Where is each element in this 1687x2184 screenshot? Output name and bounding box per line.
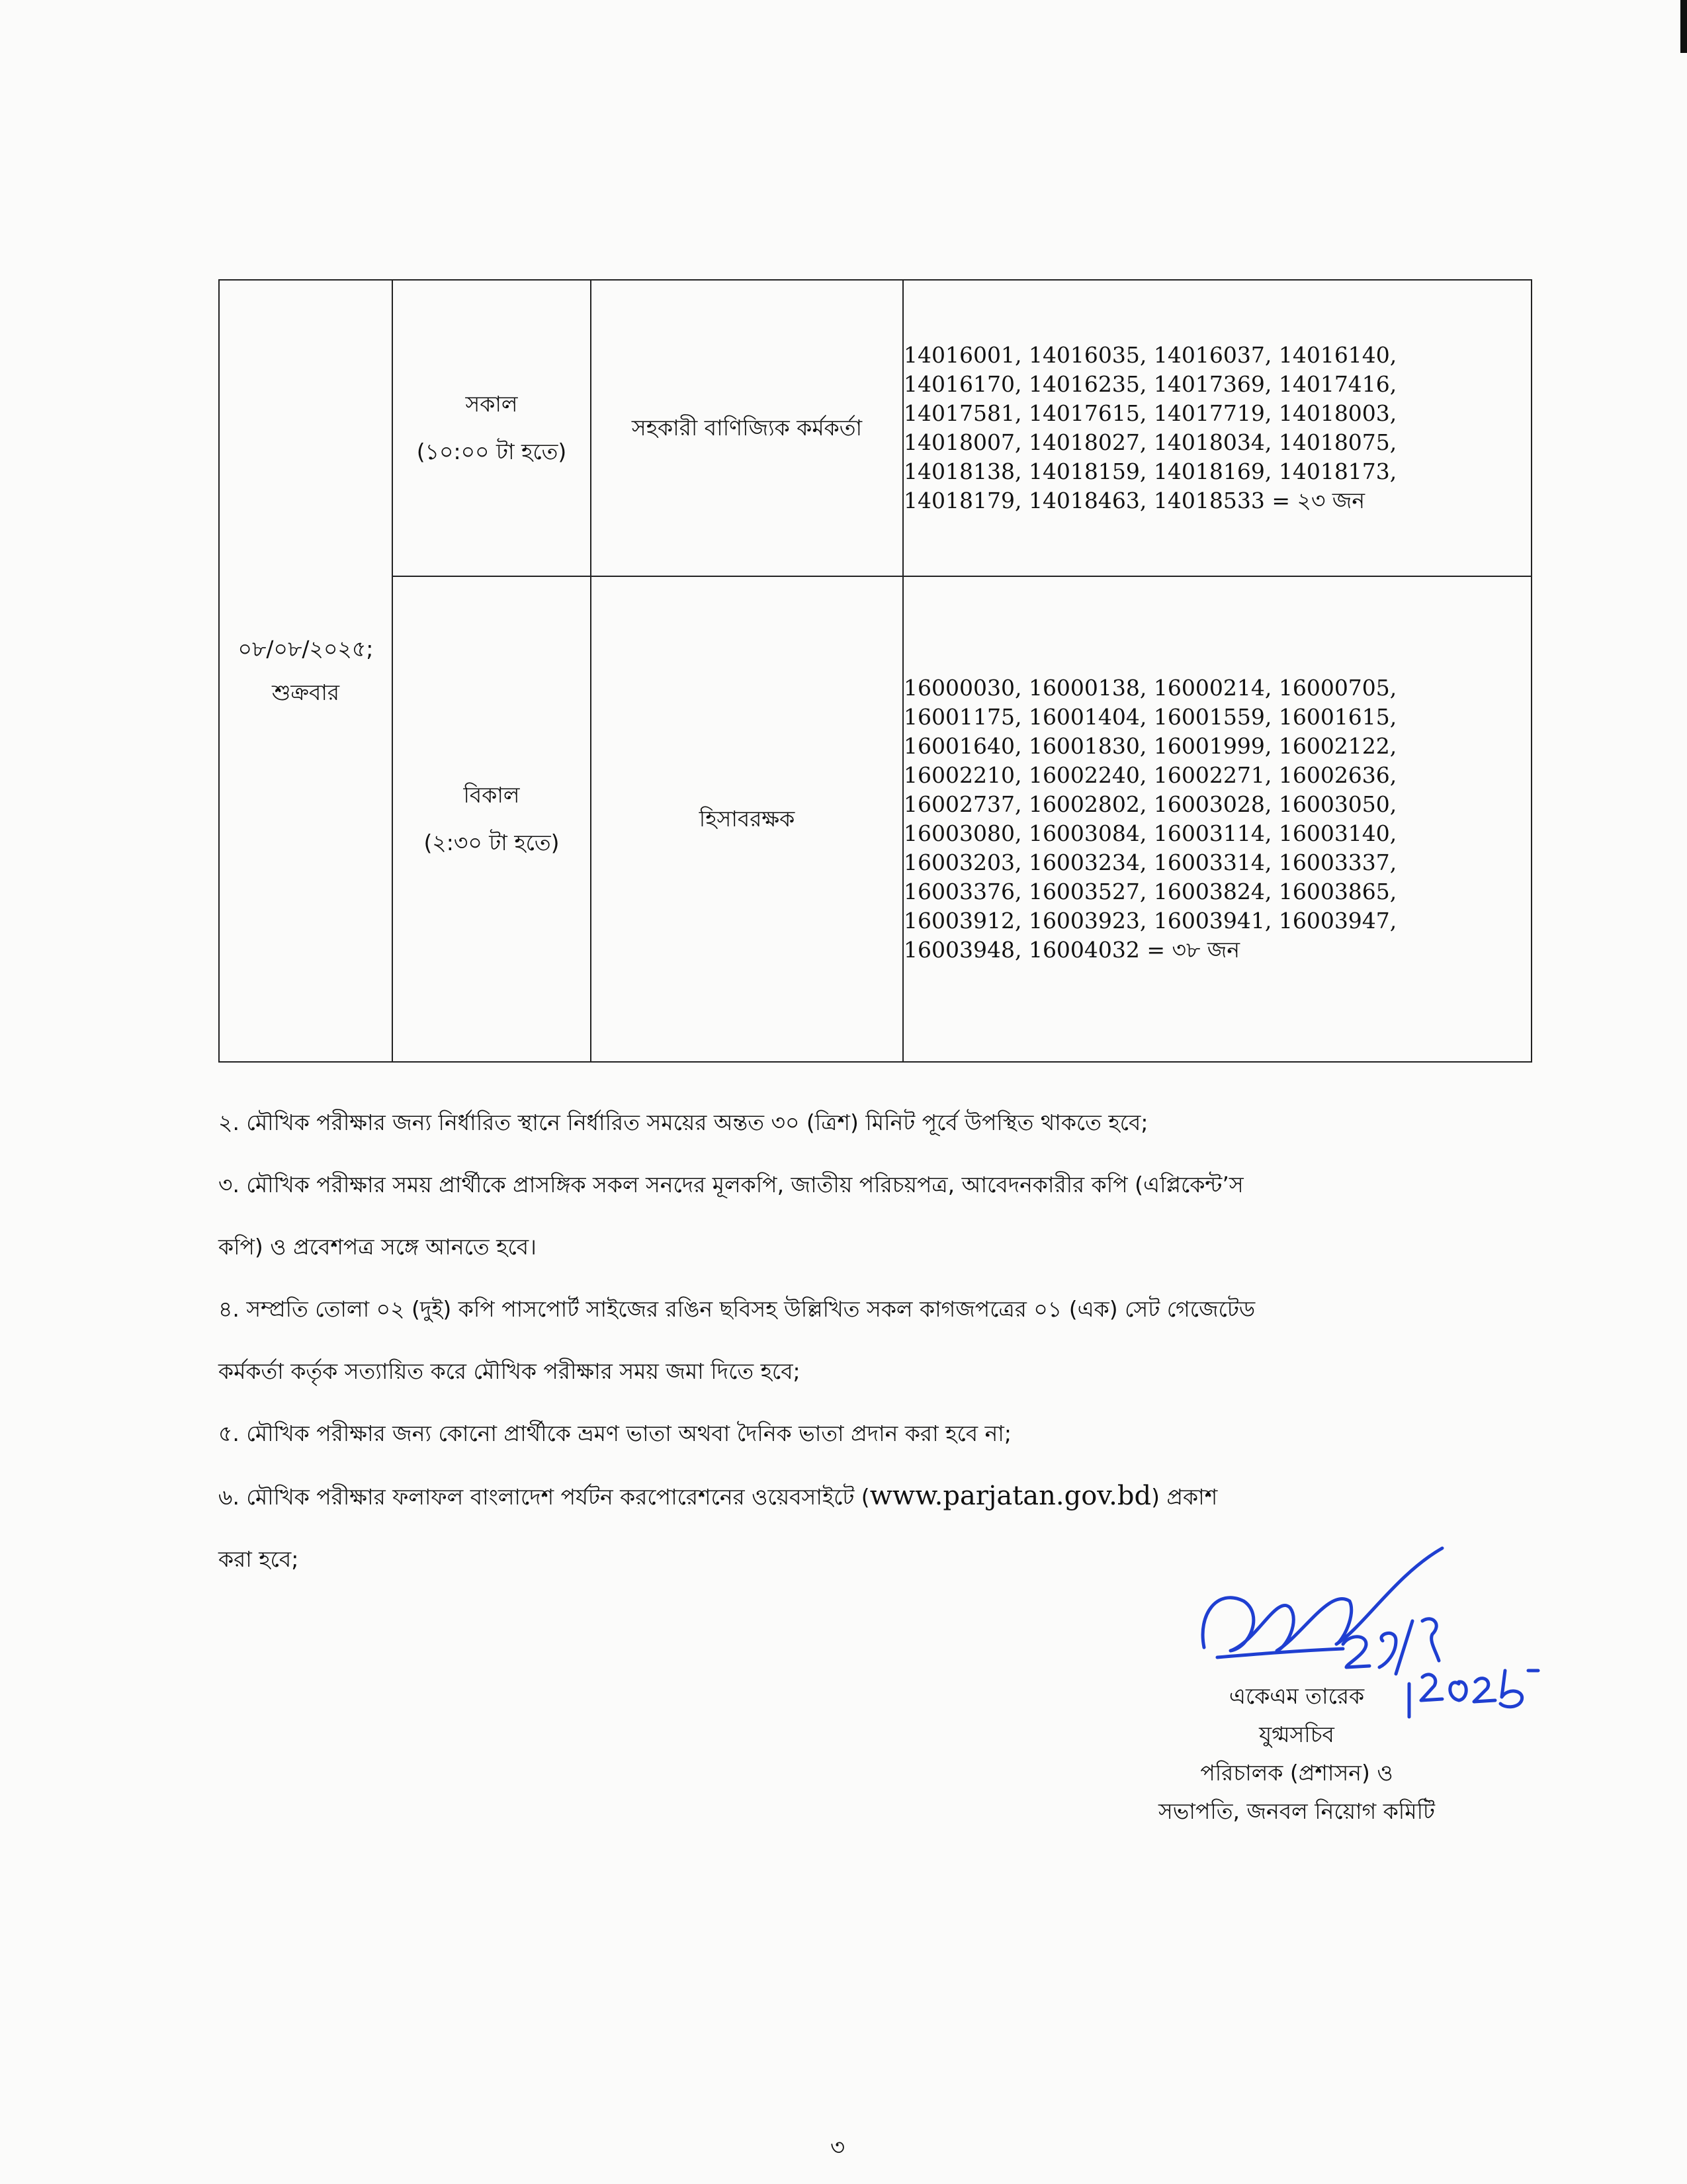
session-label: সকাল <box>465 391 518 417</box>
time-cell <box>392 576 591 1062</box>
table-row <box>219 576 1532 1062</box>
session-time: (২:৩০ টা হতে) <box>423 830 560 855</box>
signatory-role: পরিচালক (প্রশাসন) ও <box>1200 1760 1393 1786</box>
time-cell <box>392 280 591 576</box>
roll-line: 16002737, 16002802, 16003028, 16003050, <box>904 791 1397 817</box>
instruction-2: ২. মৌখিক পরীক্ষার জন্য নির্ধারিত স্থানে নির্ধারিত সময়ের অন্তত ৩০ (ত্রিশ) মিনিট পূর্বে উপস্থিত থাকতে হবে; <box>218 1110 1148 1135</box>
instruction-4-line-2: কর্মকর্তা কর্তৃক সত্যায়িত করে মৌখিক পরীক্ষার সময় জমা দিতে হবে; <box>218 1358 800 1384</box>
roll-line: 16003948, 16004032 = ৩৮ জন <box>904 937 1240 963</box>
signatory-name: একেএম তারেক <box>1229 1683 1365 1709</box>
post-cell <box>591 576 903 1062</box>
instruction-5: ৫. মৌখিক পরীক্ষার জন্য কোনো প্রার্থীকে ভ্রমণ ভাতা অথবা দৈনিক ভাতা প্রদান করা হবে না; <box>218 1420 1012 1446</box>
post-name: হিসাবরক্ষক <box>699 806 795 832</box>
table-row <box>219 280 1532 576</box>
roll-line: 16003080, 16003084, 16003114, 16003140, <box>904 820 1397 846</box>
roll-line: 16003912, 16003923, 16003941, 16003947, <box>904 908 1397 934</box>
instruction-3-line-1: ৩. মৌখিক পরীক্ষার সময় প্রার্থীকে প্রাসঙ্গিক সকল সনদের মূলকপি, জাতীয় পরিচয়পত্র, আবেদনকারীর কপি (এপ্লিকেন্ট’স <box>218 1172 1244 1198</box>
signatory-title: যুগ্মসচিব <box>1259 1722 1334 1747</box>
roll-list-cell <box>903 280 1532 576</box>
roll-line: 16001175, 16001404, 16001559, 16001615, <box>904 704 1397 730</box>
instructions-list <box>218 1092 1475 1591</box>
page-number: ৩ <box>830 2134 845 2161</box>
roll-line: 14018179, 14018463, 14018533 = ২৩ জন <box>904 488 1365 513</box>
instruction-6-text-end: ) প্রকাশ <box>1151 1484 1218 1510</box>
post-name: সহকারী বাণিজ্যিক কর্মকর্তা <box>631 415 863 441</box>
signatory-block <box>1085 1677 1508 1831</box>
session-time: (১০:০০ টা হতে) <box>416 439 567 464</box>
roll-line: 14017581, 14017615, 14017719, 14018003, <box>904 400 1397 426</box>
scan-edge-mark <box>1680 0 1687 53</box>
roll-line: 16003203, 16003234, 16003314, 16003337, <box>904 850 1397 875</box>
instruction-6-line-1 <box>218 1465 1475 1528</box>
roll-line: 14018007, 14018027, 14018034, 14018075, <box>904 429 1397 455</box>
website-url: www.parjatan.gov.bd <box>869 1481 1152 1511</box>
instruction-6-line-2: করা হবে; <box>218 1546 299 1572</box>
instruction-3-line-2: কপি) ও প্রবেশপত্র সঙ্গে আনতে হবে। <box>218 1234 537 1260</box>
roll-line: 16000030, 16000138, 16000214, 16000705, <box>904 675 1397 701</box>
post-cell <box>591 280 903 576</box>
roll-line: 16002210, 16002240, 16002271, 16002636, <box>904 762 1397 788</box>
signatory-committee: সভাপতি, জনবল নিয়োগ কমিটি <box>1158 1798 1435 1824</box>
date-cell <box>219 280 392 1062</box>
instruction-4-line-1: ৪. সম্প্রতি তোলা ০২ (দুই) কপি পাসপোর্ট সাইজের রঙিন ছবিসহ উল্লিখিত সকল কাগজপত্রের ০১ (এক) সেট গেজেটেড <box>218 1296 1256 1322</box>
instruction-6-text: ৬. মৌখিক পরীক্ষার ফলাফল বাংলাদেশ পর্যটন করপোরেশনের ওয়েবসাইটে ( <box>218 1484 870 1510</box>
exam-date: ০৮/০৮/২০২৫; <box>238 636 374 662</box>
roll-line: 14018138, 14018159, 14018169, 14018173, <box>904 459 1397 484</box>
roll-line: 16001640, 16001830, 16001999, 16002122, <box>904 733 1397 759</box>
roll-line: 16003376, 16003527, 16003824, 16003865, <box>904 879 1397 904</box>
session-label: বিকাল <box>463 782 520 808</box>
interview-schedule-table <box>218 279 1532 1063</box>
exam-day: শুক্রবার <box>271 679 340 705</box>
roll-list-cell <box>903 576 1532 1062</box>
roll-line: 14016170, 14016235, 14017369, 14017416, <box>904 371 1397 397</box>
roll-line: 14016001, 14016035, 14016037, 14016140, <box>904 342 1397 368</box>
